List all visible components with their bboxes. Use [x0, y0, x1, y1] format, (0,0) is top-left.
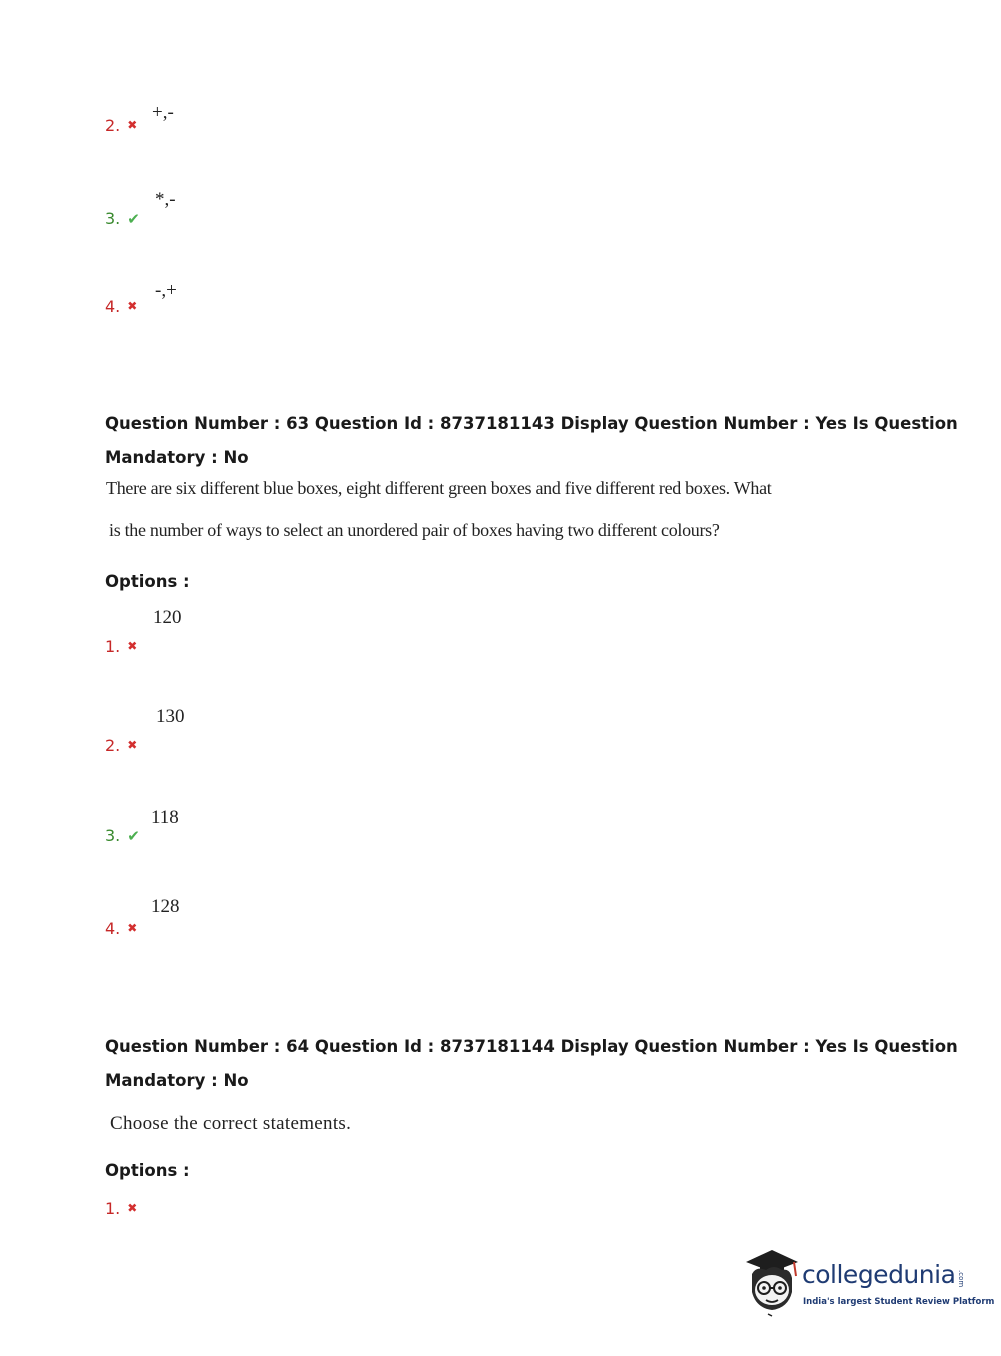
wrong-mark-icon: ✖ — [127, 299, 138, 313]
option-value: +,- — [152, 102, 174, 123]
option-value: 128 — [151, 896, 180, 917]
option-number: 3. ✔ — [105, 826, 140, 845]
options-label: Options : — [105, 1161, 190, 1180]
wrong-mark-icon: ✖ — [127, 738, 138, 752]
logo-tagline: India's largest Student Review Platform — [803, 1297, 995, 1307]
question-text: There are six different blue boxes, eight different green boxes and five different red boxes. What — [106, 478, 772, 498]
option-number: 3. ✔ — [105, 209, 140, 228]
option-number: 4. ✖ — [105, 919, 138, 938]
wrong-mark-icon: ✖ — [127, 1201, 138, 1215]
option-number: 2. ✖ — [105, 736, 138, 755]
option-number: 1. ✖ — [105, 637, 138, 656]
option-value: -,+ — [155, 280, 177, 301]
correct-check-icon: ✔ — [127, 210, 140, 228]
question-header: Question Number : 64 Question Id : 8737181144 Display Question Number : Yes Is Question Mandatory : No — [105, 1037, 958, 1090]
option-value: *,- — [155, 189, 176, 210]
option-number: 2. ✖ — [105, 116, 138, 135]
wrong-mark-icon: ✖ — [127, 921, 138, 935]
logo-wordmark: collegedunia — [802, 1260, 956, 1289]
wrong-mark-icon: ✖ — [127, 639, 138, 653]
mascot-icon — [742, 1248, 802, 1320]
option-value: 130 — [156, 706, 185, 727]
option-number: 4. ✖ — [105, 297, 138, 316]
question-text: is the number of ways to select an unordered pair of boxes having two different colours? — [109, 520, 720, 540]
collegedunia-logo — [742, 1248, 995, 1320]
options-label: Options : — [105, 572, 190, 591]
option-value: 118 — [151, 807, 179, 828]
logo-domain: .com — [957, 1270, 965, 1288]
correct-check-icon: ✔ — [127, 827, 140, 845]
option-number: 1. ✖ — [105, 1199, 138, 1218]
question-text: Choose the correct statements. — [110, 1113, 352, 1134]
question-header: Question Number : 63 Question Id : 8737181143 Display Question Number : Yes Is Question Mandatory : No — [105, 414, 958, 467]
wrong-mark-icon: ✖ — [127, 118, 138, 132]
option-value: 120 — [153, 607, 182, 628]
